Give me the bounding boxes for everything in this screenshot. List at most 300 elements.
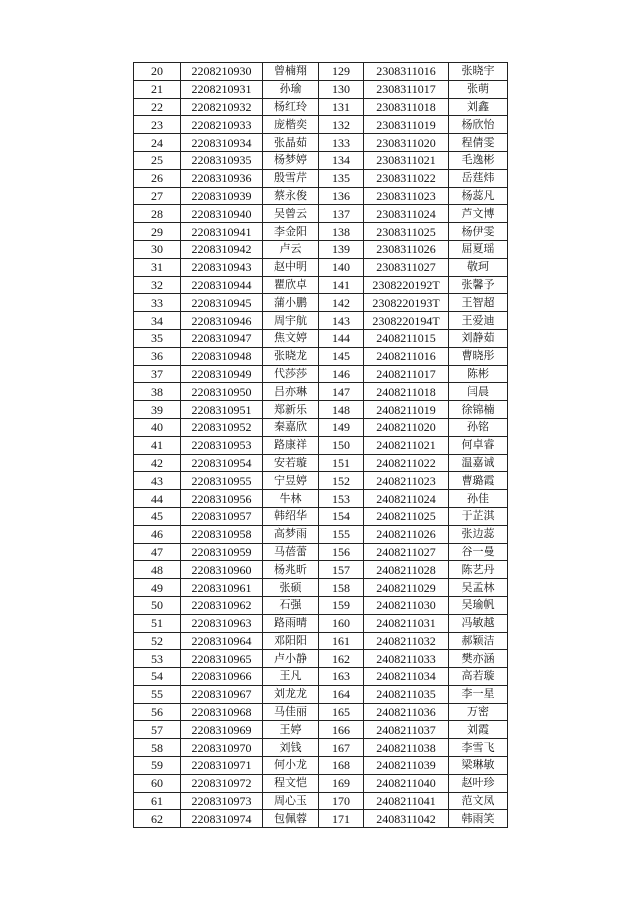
- student-list-table: [133, 62, 508, 828]
- student-id-cell: 2408211026: [364, 525, 449, 543]
- row-number-cell: 140: [319, 258, 364, 276]
- student-name-cell: 郑新乐: [263, 401, 319, 419]
- row-number-cell: 46: [134, 525, 181, 543]
- student-name-cell: 韩绍华: [263, 507, 319, 525]
- row-number-cell: 147: [319, 383, 364, 401]
- student-id-cell: 2208310973: [181, 792, 263, 810]
- student-id-cell: 2208310944: [181, 276, 263, 294]
- student-id-cell: 2308220194T: [364, 312, 449, 330]
- student-name-cell: 宁昱婷: [263, 472, 319, 490]
- row-number-cell: 157: [319, 561, 364, 579]
- student-id-cell: 2408211024: [364, 490, 449, 508]
- student-id-cell: 2408211020: [364, 418, 449, 436]
- student-name-cell: 高若璇: [449, 668, 508, 686]
- row-number-cell: 148: [319, 401, 364, 419]
- table-body: [134, 63, 508, 828]
- table-row: [134, 187, 508, 205]
- row-number-cell: 41: [134, 436, 181, 454]
- row-number-cell: 29: [134, 223, 181, 241]
- row-number-cell: 161: [319, 632, 364, 650]
- row-number-cell: 40: [134, 418, 181, 436]
- table-row: [134, 703, 508, 721]
- student-name-cell: 焦文婷: [263, 329, 319, 347]
- student-name-cell: 王智超: [449, 294, 508, 312]
- student-name-cell: 李雪飞: [449, 739, 508, 757]
- student-id-cell: 2208310945: [181, 294, 263, 312]
- row-number-cell: 167: [319, 739, 364, 757]
- row-number-cell: 155: [319, 525, 364, 543]
- student-id-cell: 2208310965: [181, 650, 263, 668]
- student-name-cell: 刘静茹: [449, 329, 508, 347]
- student-id-cell: 2208310961: [181, 579, 263, 597]
- student-id-cell: 2308311024: [364, 205, 449, 223]
- student-id-cell: 2208310943: [181, 258, 263, 276]
- table-row: [134, 223, 508, 241]
- table-row: [134, 579, 508, 597]
- row-number-cell: 150: [319, 436, 364, 454]
- row-number-cell: 130: [319, 80, 364, 98]
- student-name-cell: 吴曾云: [263, 205, 319, 223]
- student-name-cell: 樊亦涵: [449, 650, 508, 668]
- student-name-cell: 孙瑜: [263, 80, 319, 98]
- row-number-cell: 149: [319, 418, 364, 436]
- student-name-cell: 程倩雯: [449, 134, 508, 152]
- student-id-cell: 2408211037: [364, 721, 449, 739]
- student-id-cell: 2308220192T: [364, 276, 449, 294]
- table-row: [134, 383, 508, 401]
- student-id-cell: 2208310966: [181, 668, 263, 686]
- student-name-cell: 安若璇: [263, 454, 319, 472]
- student-name-cell: 张硕: [263, 579, 319, 597]
- student-id-cell: 2408211032: [364, 632, 449, 650]
- student-name-cell: 冯敏越: [449, 614, 508, 632]
- student-id-cell: 2408211017: [364, 365, 449, 383]
- student-id-cell: 2408311042: [364, 810, 449, 828]
- student-name-cell: 芦文博: [449, 205, 508, 223]
- student-name-cell: 杨红玲: [263, 98, 319, 116]
- table-row: [134, 739, 508, 757]
- row-number-cell: 166: [319, 721, 364, 739]
- student-id-cell: 2408211027: [364, 543, 449, 561]
- row-number-cell: 42: [134, 454, 181, 472]
- student-id-cell: 2408211033: [364, 650, 449, 668]
- row-number-cell: 34: [134, 312, 181, 330]
- student-name-cell: 张边蕊: [449, 525, 508, 543]
- student-name-cell: 张馨予: [449, 276, 508, 294]
- student-name-cell: 王凡: [263, 668, 319, 686]
- row-number-cell: 154: [319, 507, 364, 525]
- student-id-cell: 2308311017: [364, 80, 449, 98]
- row-number-cell: 24: [134, 134, 181, 152]
- student-id-cell: 2208310968: [181, 703, 263, 721]
- student-name-cell: 秦嘉欣: [263, 418, 319, 436]
- student-id-cell: 2308311022: [364, 169, 449, 187]
- student-id-cell: 2408211019: [364, 401, 449, 419]
- row-number-cell: 50: [134, 596, 181, 614]
- student-name-cell: 敬珂: [449, 258, 508, 276]
- student-name-cell: 杨蕊凡: [449, 187, 508, 205]
- row-number-cell: 146: [319, 365, 364, 383]
- student-id-cell: 2308311025: [364, 223, 449, 241]
- row-number-cell: 169: [319, 774, 364, 792]
- student-id-cell: 2208310962: [181, 596, 263, 614]
- student-name-cell: 屈夏瑶: [449, 240, 508, 258]
- student-name-cell: 石强: [263, 596, 319, 614]
- table-row: [134, 80, 508, 98]
- student-id-cell: 2308311020: [364, 134, 449, 152]
- table-row: [134, 774, 508, 792]
- student-name-cell: 陈彬: [449, 365, 508, 383]
- row-number-cell: 22: [134, 98, 181, 116]
- row-number-cell: 59: [134, 757, 181, 775]
- student-id-cell: 2408211041: [364, 792, 449, 810]
- table-row: [134, 454, 508, 472]
- table-row: [134, 63, 508, 81]
- student-id-cell: 2408211021: [364, 436, 449, 454]
- table-row: [134, 525, 508, 543]
- row-number-cell: 136: [319, 187, 364, 205]
- table-row: [134, 757, 508, 775]
- row-number-cell: 30: [134, 240, 181, 258]
- student-id-cell: 2208310951: [181, 401, 263, 419]
- student-id-cell: 2208310972: [181, 774, 263, 792]
- student-name-cell: 马佳丽: [263, 703, 319, 721]
- row-number-cell: 152: [319, 472, 364, 490]
- student-name-cell: 吕亦琳: [263, 383, 319, 401]
- row-number-cell: 133: [319, 134, 364, 152]
- student-id-cell: 2308311027: [364, 258, 449, 276]
- row-number-cell: 23: [134, 116, 181, 134]
- row-number-cell: 138: [319, 223, 364, 241]
- table-row: [134, 240, 508, 258]
- student-id-cell: 2208310948: [181, 347, 263, 365]
- student-name-cell: 杨梦婷: [263, 151, 319, 169]
- row-number-cell: 135: [319, 169, 364, 187]
- student-id-cell: 2208210932: [181, 98, 263, 116]
- student-id-cell: 2208310971: [181, 757, 263, 775]
- student-name-cell: 张晶茹: [263, 134, 319, 152]
- student-name-cell: 周宇航: [263, 312, 319, 330]
- student-name-cell: 杨兆昕: [263, 561, 319, 579]
- student-id-cell: 2308311023: [364, 187, 449, 205]
- student-name-cell: 路雨晴: [263, 614, 319, 632]
- student-name-cell: 刘鑫: [449, 98, 508, 116]
- row-number-cell: 53: [134, 650, 181, 668]
- row-number-cell: 35: [134, 329, 181, 347]
- student-id-cell: 2208310946: [181, 312, 263, 330]
- student-name-cell: 马蓓蕾: [263, 543, 319, 561]
- table-row: [134, 365, 508, 383]
- row-number-cell: 20: [134, 63, 181, 81]
- student-name-cell: 卢云: [263, 240, 319, 258]
- student-name-cell: 谷一曼: [449, 543, 508, 561]
- row-number-cell: 39: [134, 401, 181, 419]
- row-number-cell: 33: [134, 294, 181, 312]
- student-id-cell: 2208310941: [181, 223, 263, 241]
- table-row: [134, 329, 508, 347]
- row-number-cell: 26: [134, 169, 181, 187]
- student-name-cell: 张晓龙: [263, 347, 319, 365]
- student-id-cell: 2408211039: [364, 757, 449, 775]
- table-row: [134, 668, 508, 686]
- row-number-cell: 144: [319, 329, 364, 347]
- table-row: [134, 685, 508, 703]
- table-row: [134, 294, 508, 312]
- student-id-cell: 2308311021: [364, 151, 449, 169]
- table-row: [134, 347, 508, 365]
- table-row: [134, 490, 508, 508]
- student-name-cell: 温嘉诚: [449, 454, 508, 472]
- student-name-cell: 路康祥: [263, 436, 319, 454]
- table-row: [134, 507, 508, 525]
- student-id-cell: 2208310952: [181, 418, 263, 436]
- table-row: [134, 596, 508, 614]
- row-number-cell: 160: [319, 614, 364, 632]
- row-number-cell: 158: [319, 579, 364, 597]
- table-row: [134, 650, 508, 668]
- student-id-cell: 2408211022: [364, 454, 449, 472]
- row-number-cell: 47: [134, 543, 181, 561]
- student-name-cell: 孙佳: [449, 490, 508, 508]
- student-name-cell: 赵中明: [263, 258, 319, 276]
- student-id-cell: 2208310964: [181, 632, 263, 650]
- student-name-cell: 万密: [449, 703, 508, 721]
- student-name-cell: 王婷: [263, 721, 319, 739]
- student-name-cell: 殷雪芹: [263, 169, 319, 187]
- student-id-cell: 2208310939: [181, 187, 263, 205]
- table-row: [134, 436, 508, 454]
- row-number-cell: 28: [134, 205, 181, 223]
- row-number-cell: 171: [319, 810, 364, 828]
- student-id-cell: 2308220193T: [364, 294, 449, 312]
- student-id-cell: 2208210933: [181, 116, 263, 134]
- row-number-cell: 132: [319, 116, 364, 134]
- student-id-cell: 2208310949: [181, 365, 263, 383]
- student-id-cell: 2408211023: [364, 472, 449, 490]
- table-row: [134, 472, 508, 490]
- student-name-cell: 何小龙: [263, 757, 319, 775]
- student-id-cell: 2308311026: [364, 240, 449, 258]
- student-id-cell: 2208310934: [181, 134, 263, 152]
- student-name-cell: 郝颖洁: [449, 632, 508, 650]
- student-name-cell: 程文恺: [263, 774, 319, 792]
- row-number-cell: 156: [319, 543, 364, 561]
- row-number-cell: 48: [134, 561, 181, 579]
- student-id-cell: 2408211040: [364, 774, 449, 792]
- row-number-cell: 58: [134, 739, 181, 757]
- student-name-cell: 张萌: [449, 80, 508, 98]
- row-number-cell: 56: [134, 703, 181, 721]
- student-id-cell: 2308311016: [364, 63, 449, 81]
- student-name-cell: 吴瑜帆: [449, 596, 508, 614]
- student-name-cell: 杨欣怡: [449, 116, 508, 134]
- student-id-cell: 2208310935: [181, 151, 263, 169]
- row-number-cell: 141: [319, 276, 364, 294]
- student-id-cell: 2208310974: [181, 810, 263, 828]
- student-id-cell: 2208310969: [181, 721, 263, 739]
- row-number-cell: 45: [134, 507, 181, 525]
- row-number-cell: 57: [134, 721, 181, 739]
- table-row: [134, 401, 508, 419]
- row-number-cell: 51: [134, 614, 181, 632]
- table-row: [134, 632, 508, 650]
- student-name-cell: 毛逸彬: [449, 151, 508, 169]
- row-number-cell: 129: [319, 63, 364, 81]
- table-row: [134, 116, 508, 134]
- student-name-cell: 岳莛炜: [449, 169, 508, 187]
- student-id-cell: 2408211015: [364, 329, 449, 347]
- student-id-cell: 2208310963: [181, 614, 263, 632]
- student-name-cell: 瞿欣卓: [263, 276, 319, 294]
- student-id-cell: 2208310942: [181, 240, 263, 258]
- student-id-cell: 2408211038: [364, 739, 449, 757]
- student-name-cell: 杨伊雯: [449, 223, 508, 241]
- student-name-cell: 徐锦楠: [449, 401, 508, 419]
- row-number-cell: 153: [319, 490, 364, 508]
- student-id-cell: 2308311018: [364, 98, 449, 116]
- row-number-cell: 162: [319, 650, 364, 668]
- table-row: [134, 561, 508, 579]
- student-id-cell: 2208310950: [181, 383, 263, 401]
- student-name-cell: 于芷淇: [449, 507, 508, 525]
- row-number-cell: 36: [134, 347, 181, 365]
- table-row: [134, 792, 508, 810]
- student-id-cell: 2208310954: [181, 454, 263, 472]
- student-name-cell: 曹晓彤: [449, 347, 508, 365]
- student-id-cell: 2408211028: [364, 561, 449, 579]
- student-name-cell: 闫晨: [449, 383, 508, 401]
- row-number-cell: 31: [134, 258, 181, 276]
- row-number-cell: 61: [134, 792, 181, 810]
- student-name-cell: 范文凤: [449, 792, 508, 810]
- row-number-cell: 32: [134, 276, 181, 294]
- table-row: [134, 721, 508, 739]
- student-id-cell: 2208310970: [181, 739, 263, 757]
- student-name-cell: 曹璐霞: [449, 472, 508, 490]
- student-name-cell: 韩雨笑: [449, 810, 508, 828]
- student-id-cell: 2208310959: [181, 543, 263, 561]
- student-name-cell: 蔡永俊: [263, 187, 319, 205]
- student-id-cell: 2208310960: [181, 561, 263, 579]
- row-number-cell: 143: [319, 312, 364, 330]
- table-row: [134, 614, 508, 632]
- row-number-cell: 151: [319, 454, 364, 472]
- row-number-cell: 168: [319, 757, 364, 775]
- student-name-cell: 孙铭: [449, 418, 508, 436]
- row-number-cell: 165: [319, 703, 364, 721]
- student-name-cell: 何卓睿: [449, 436, 508, 454]
- row-number-cell: 43: [134, 472, 181, 490]
- row-number-cell: 54: [134, 668, 181, 686]
- student-name-cell: 包佩蓉: [263, 810, 319, 828]
- student-name-cell: 曾楠翔: [263, 63, 319, 81]
- table-row: [134, 151, 508, 169]
- row-number-cell: 25: [134, 151, 181, 169]
- student-name-cell: 刘龙龙: [263, 685, 319, 703]
- student-id-cell: 2408211035: [364, 685, 449, 703]
- student-id-cell: 2208310955: [181, 472, 263, 490]
- student-id-cell: 2408211030: [364, 596, 449, 614]
- student-name-cell: 李金阳: [263, 223, 319, 241]
- student-name-cell: 牛林: [263, 490, 319, 508]
- row-number-cell: 170: [319, 792, 364, 810]
- row-number-cell: 164: [319, 685, 364, 703]
- student-id-cell: 2208310936: [181, 169, 263, 187]
- student-name-cell: 卢小静: [263, 650, 319, 668]
- row-number-cell: 134: [319, 151, 364, 169]
- student-id-cell: 2208210931: [181, 80, 263, 98]
- student-name-cell: 蒲小鹏: [263, 294, 319, 312]
- student-name-cell: 赵叶珍: [449, 774, 508, 792]
- student-name-cell: 陈艺丹: [449, 561, 508, 579]
- student-id-cell: 2208310958: [181, 525, 263, 543]
- student-id-cell: 2208310953: [181, 436, 263, 454]
- student-name-cell: 刘霞: [449, 721, 508, 739]
- row-number-cell: 52: [134, 632, 181, 650]
- student-id-cell: 2208310967: [181, 685, 263, 703]
- row-number-cell: 139: [319, 240, 364, 258]
- row-number-cell: 49: [134, 579, 181, 597]
- student-id-cell: 2208310957: [181, 507, 263, 525]
- row-number-cell: 163: [319, 668, 364, 686]
- student-id-cell: 2408211016: [364, 347, 449, 365]
- table-row: [134, 418, 508, 436]
- table-row: [134, 205, 508, 223]
- student-id-cell: 2208210930: [181, 63, 263, 81]
- student-name-cell: 邓阳阳: [263, 632, 319, 650]
- row-number-cell: 60: [134, 774, 181, 792]
- row-number-cell: 142: [319, 294, 364, 312]
- student-name-cell: 代莎莎: [263, 365, 319, 383]
- student-id-cell: 2208310947: [181, 329, 263, 347]
- row-number-cell: 131: [319, 98, 364, 116]
- student-name-cell: 刘钱: [263, 739, 319, 757]
- row-number-cell: 27: [134, 187, 181, 205]
- row-number-cell: 44: [134, 490, 181, 508]
- table-row: [134, 258, 508, 276]
- row-number-cell: 159: [319, 596, 364, 614]
- table-row: [134, 98, 508, 116]
- table-row: [134, 134, 508, 152]
- student-name-cell: 李一星: [449, 685, 508, 703]
- student-name-cell: 张晓宇: [449, 63, 508, 81]
- student-id-cell: 2408211036: [364, 703, 449, 721]
- row-number-cell: 55: [134, 685, 181, 703]
- student-id-cell: 2408211025: [364, 507, 449, 525]
- student-id-cell: 2208310940: [181, 205, 263, 223]
- student-id-cell: 2208310956: [181, 490, 263, 508]
- student-name-cell: 梁琳敏: [449, 757, 508, 775]
- student-name-cell: 庞楷奕: [263, 116, 319, 134]
- table-row: [134, 810, 508, 828]
- table-row: [134, 276, 508, 294]
- row-number-cell: 145: [319, 347, 364, 365]
- student-name-cell: 高梦雨: [263, 525, 319, 543]
- student-id-cell: 2408211018: [364, 383, 449, 401]
- row-number-cell: 137: [319, 205, 364, 223]
- row-number-cell: 38: [134, 383, 181, 401]
- row-number-cell: 37: [134, 365, 181, 383]
- student-id-cell: 2408211031: [364, 614, 449, 632]
- student-name-cell: 吴孟林: [449, 579, 508, 597]
- student-id-cell: 2408211029: [364, 579, 449, 597]
- student-id-cell: 2408211034: [364, 668, 449, 686]
- table-row: [134, 543, 508, 561]
- table-row: [134, 312, 508, 330]
- row-number-cell: 62: [134, 810, 181, 828]
- table-row: [134, 169, 508, 187]
- student-id-cell: 2308311019: [364, 116, 449, 134]
